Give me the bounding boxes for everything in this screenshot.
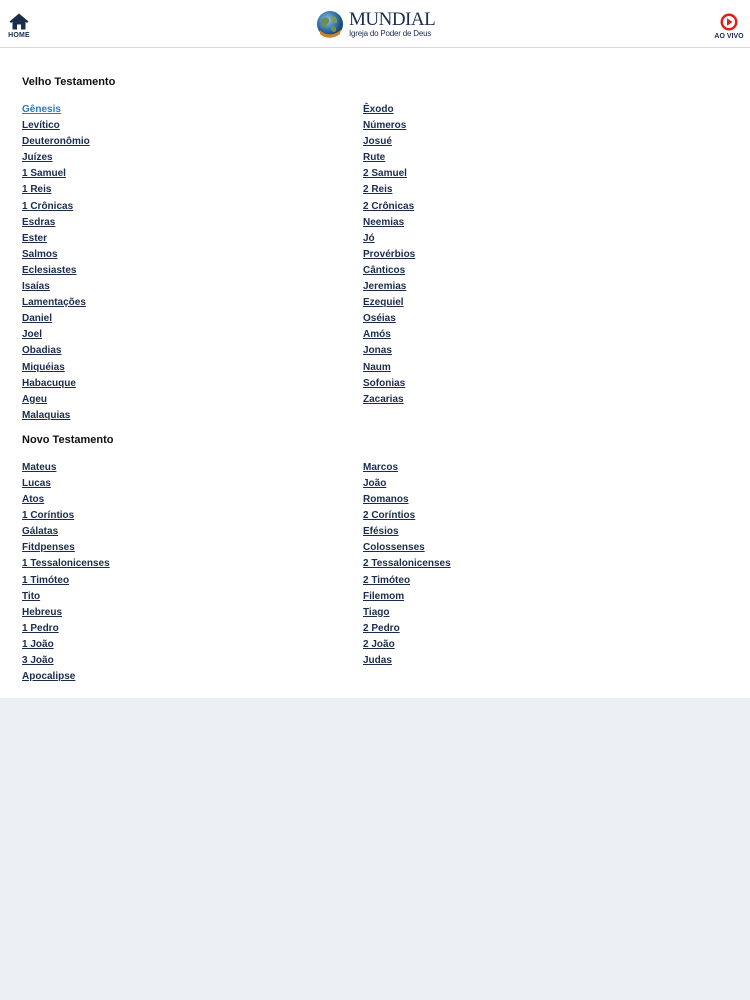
new-testament-book-list: [22, 460, 750, 685]
globe-logo-icon: [316, 10, 344, 38]
old-testament-book-list: [22, 102, 750, 424]
book-link[interactable]: Deuteronômio: [22, 136, 90, 148]
book-link[interactable]: Cânticos: [363, 264, 406, 276]
book-link[interactable]: Jeremias: [363, 281, 407, 293]
book-link[interactable]: 3 João: [22, 655, 54, 666]
book-link[interactable]: Marcos: [363, 461, 399, 473]
book-link[interactable]: Lucas: [22, 477, 51, 489]
book-link[interactable]: 1 Samuel: [22, 168, 66, 180]
logo-subtitle: Igreja do Poder de Deus: [349, 29, 432, 38]
home-label: HOME: [8, 32, 30, 39]
book-link[interactable]: Lamentações: [22, 297, 86, 309]
live-button[interactable]: [714, 13, 744, 45]
book-link[interactable]: Romanos: [363, 494, 409, 506]
new-testament-title: Novo Testamento: [22, 433, 114, 446]
book-link[interactable]: 1 Pedro: [22, 622, 59, 634]
book-link[interactable]: Salmos: [22, 248, 58, 260]
book-link[interactable]: Apocalipse: [22, 671, 76, 683]
book-link[interactable]: Esdras: [22, 216, 56, 228]
book-link[interactable]: Rute: [363, 152, 386, 164]
book-link[interactable]: Êxodo: [363, 104, 394, 115]
book-link[interactable]: Fitdpenses: [22, 542, 75, 554]
book-link[interactable]: 2 Reis: [363, 184, 393, 196]
book-link[interactable]: Oséias: [363, 313, 396, 325]
book-link[interactable]: Colossenses: [363, 542, 425, 554]
book-link[interactable]: Gálatas: [22, 526, 59, 538]
books-panel: [0, 48, 750, 698]
book-link[interactable]: Ester: [22, 232, 48, 244]
play-circle-icon: [720, 13, 738, 31]
book-link[interactable]: 2 Coríntios: [363, 510, 416, 522]
book-link[interactable]: Filemom: [363, 590, 405, 602]
book-link[interactable]: Sofonias: [363, 377, 406, 389]
book-link[interactable]: Números: [363, 120, 407, 132]
book-link[interactable]: 1 João: [22, 638, 54, 650]
book-link[interactable]: 1 Coríntios: [22, 510, 75, 522]
book-link[interactable]: 2 Tessalonicenses: [363, 558, 451, 570]
book-link[interactable]: Efésios: [363, 526, 399, 538]
book-link[interactable]: Tito: [22, 590, 41, 602]
book-link[interactable]: 1 Tessalonicenses: [22, 558, 110, 570]
book-link[interactable]: Atos: [22, 494, 45, 506]
book-link[interactable]: Ezequiel: [363, 297, 404, 309]
book-link[interactable]: Mateus: [22, 461, 57, 473]
book-link[interactable]: Amós: [363, 329, 391, 341]
book-link[interactable]: Jonas: [363, 345, 392, 357]
book-link[interactable]: 1 Reis: [22, 184, 52, 196]
old-testament-title: Velho Testamento: [22, 76, 116, 88]
book-link[interactable]: Josué: [363, 136, 392, 148]
book-link[interactable]: Gênesis: [22, 104, 61, 115]
book-link[interactable]: Juízes: [22, 152, 53, 164]
book-link[interactable]: Hebreus: [22, 606, 63, 618]
book-link[interactable]: Malaquias: [22, 409, 71, 421]
book-link[interactable]: Judas: [363, 655, 392, 666]
book-link[interactable]: 2 Pedro: [363, 622, 400, 634]
book-link[interactable]: 2 Samuel: [363, 168, 407, 180]
book-link[interactable]: Neemias: [363, 216, 405, 228]
book-link[interactable]: Joel: [22, 329, 43, 341]
book-link[interactable]: Obadias: [22, 345, 62, 357]
book-link[interactable]: 2 João: [363, 638, 395, 650]
book-link[interactable]: 1 Timóteo: [22, 574, 70, 586]
live-label: AO VIVO: [714, 33, 744, 40]
home-icon: [9, 13, 29, 30]
site-logo[interactable]: [316, 9, 435, 39]
book-link[interactable]: Levítico: [22, 120, 60, 132]
book-link[interactable]: Habacuque: [22, 377, 76, 389]
book-link[interactable]: Jó: [363, 232, 375, 244]
book-link[interactable]: Zacarias: [363, 393, 404, 405]
book-link[interactable]: Daniel: [22, 313, 53, 325]
book-link[interactable]: 1 Crônicas: [22, 200, 74, 212]
book-link[interactable]: 2 Timóteo: [363, 574, 411, 586]
book-link[interactable]: Isaías: [22, 281, 50, 293]
book-link[interactable]: João: [363, 477, 387, 489]
home-button[interactable]: [5, 13, 33, 45]
book-link[interactable]: Miquéias: [22, 361, 65, 373]
logo-name: MUNDIAL: [349, 9, 436, 30]
book-link[interactable]: Ageu: [22, 393, 47, 405]
book-link[interactable]: Naum: [363, 361, 391, 373]
book-link[interactable]: Eclesiastes: [22, 264, 77, 276]
book-link[interactable]: Provérbios: [363, 248, 416, 260]
top-bar: [0, 0, 750, 48]
book-link[interactable]: 2 Crônicas: [363, 200, 415, 212]
book-link[interactable]: Tiago: [363, 606, 390, 618]
